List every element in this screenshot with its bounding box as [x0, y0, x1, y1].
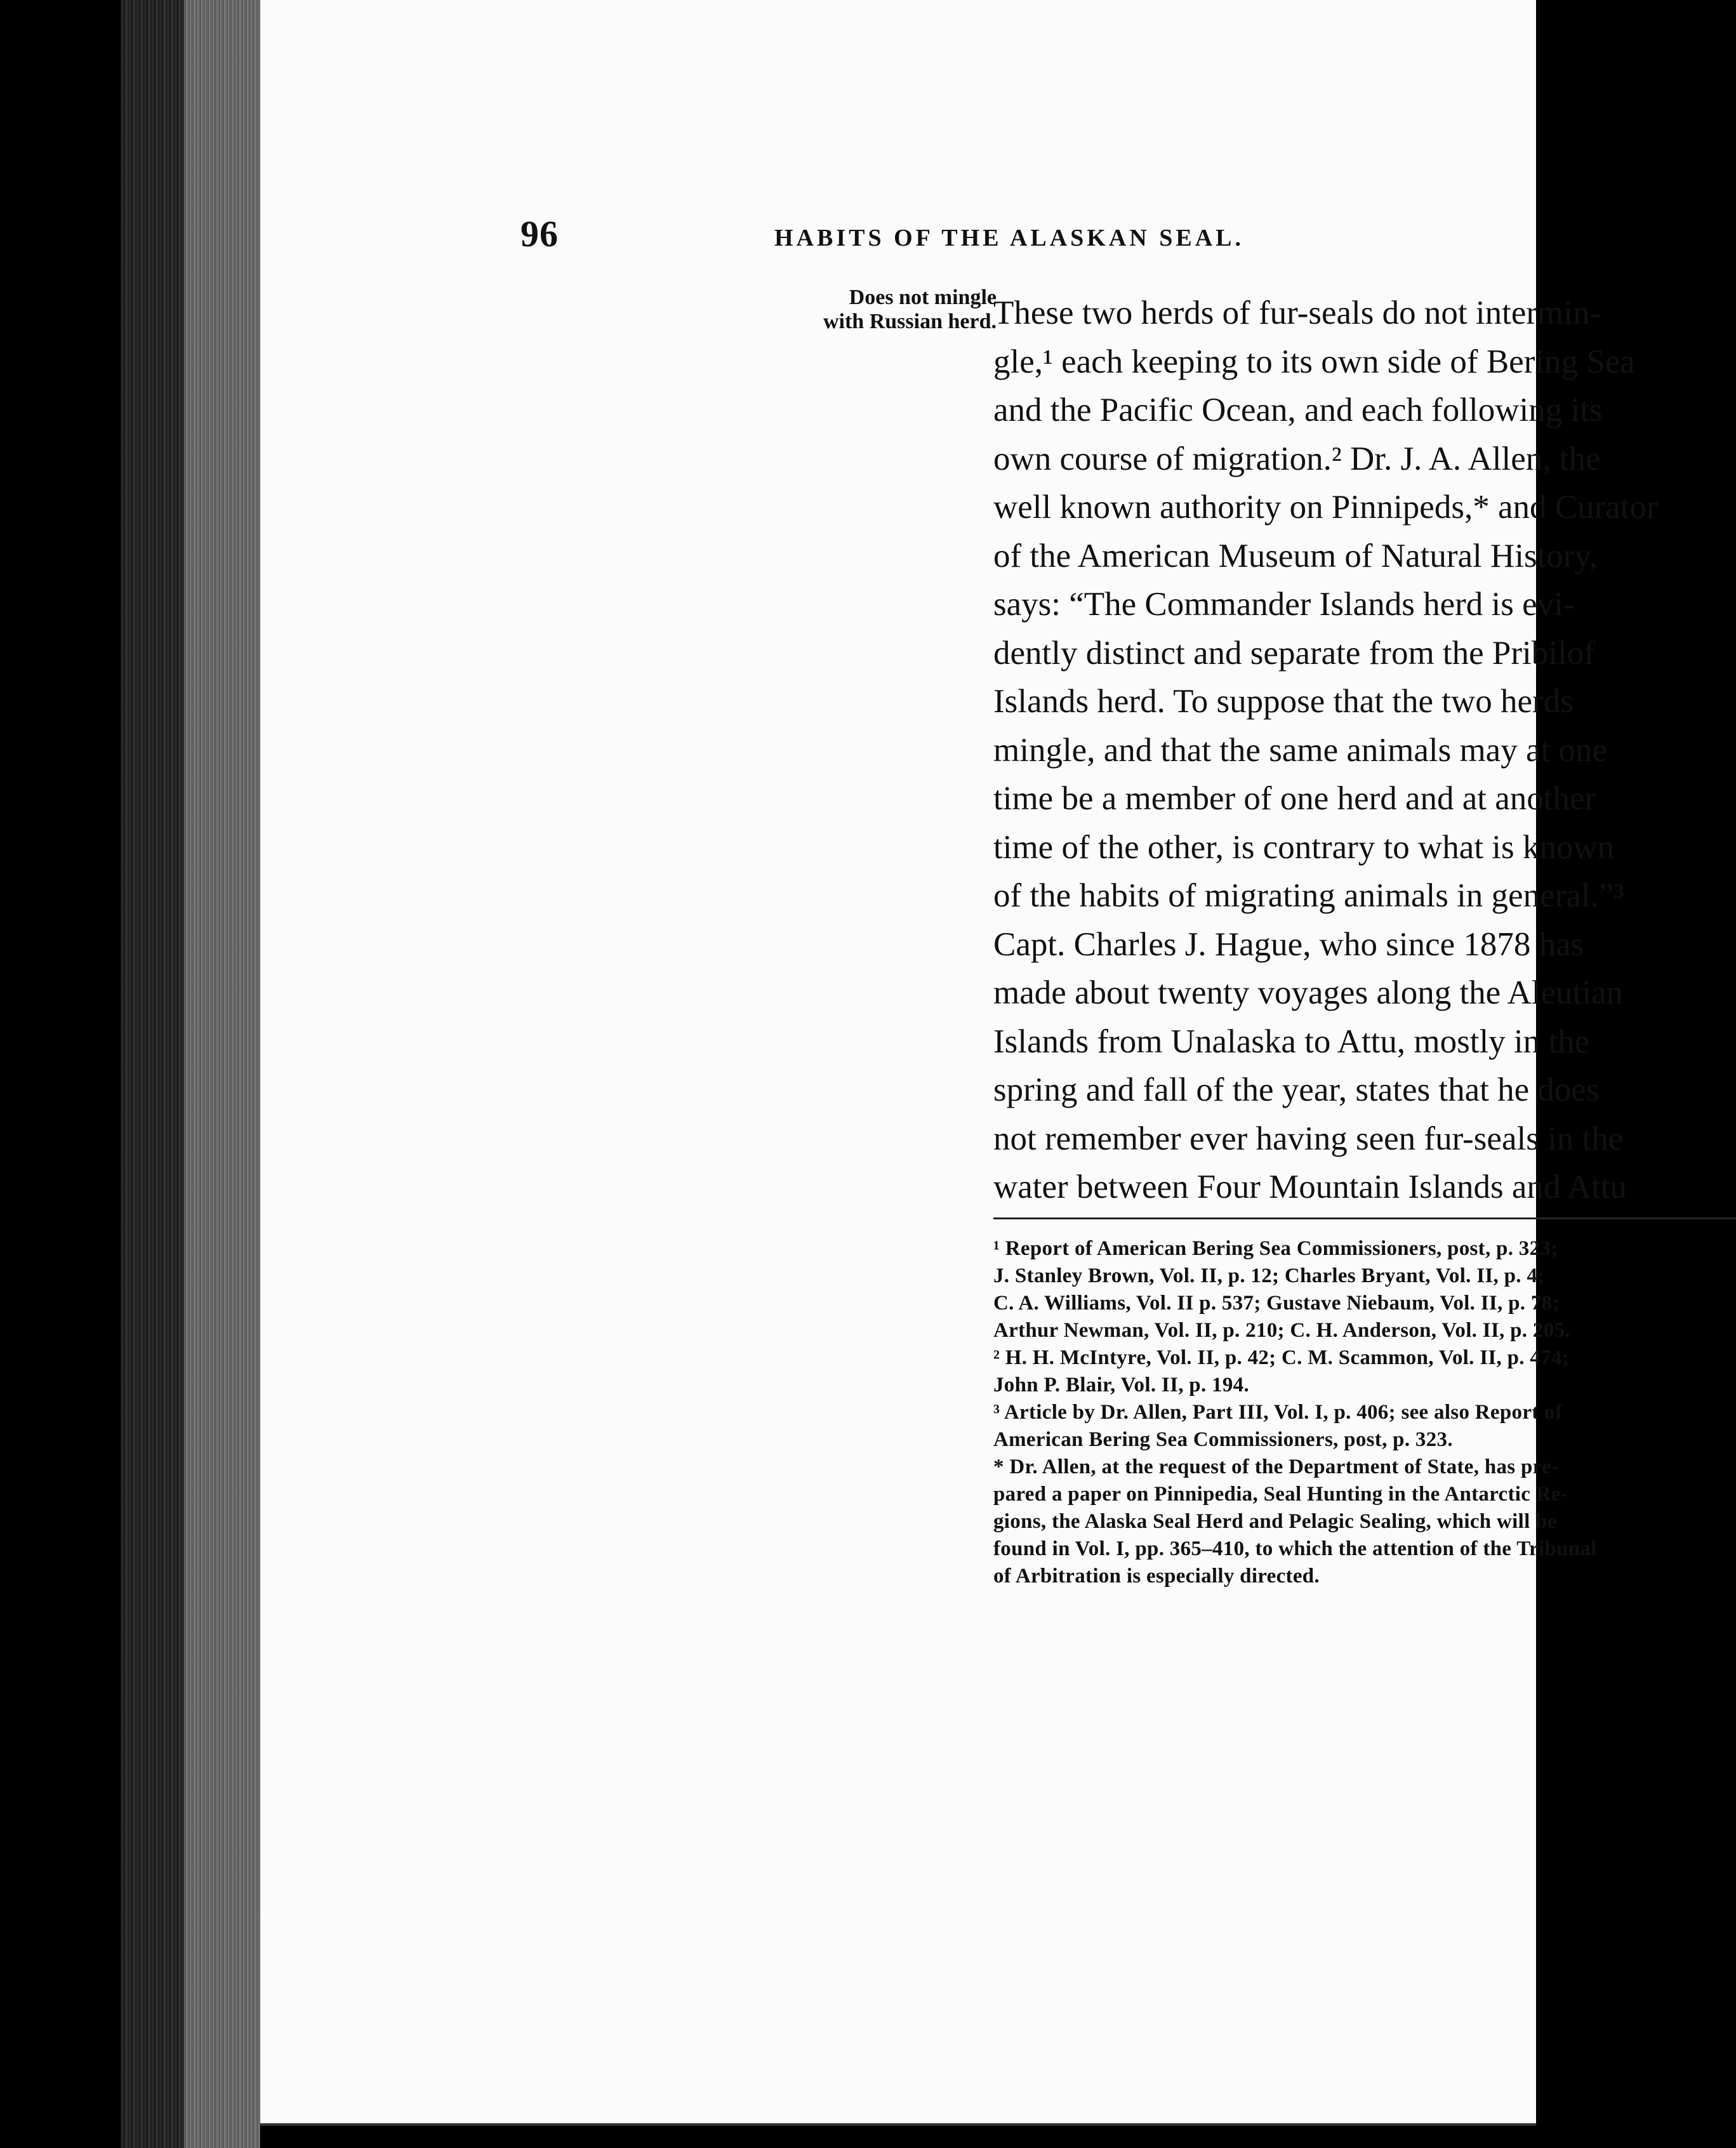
- footnote-line: ² H. H. McIntyre, Vol. II, p. 42; C. M. Scammon, Vol. II, p. 474;: [993, 1346, 1570, 1369]
- body-line: of the habits of migrating animals in general.”³: [993, 877, 1624, 914]
- body-line: own course of migration.² Dr. J. A. Allen, the: [993, 440, 1601, 477]
- footnote-divider: [993, 1217, 1736, 1219]
- footnote-line: gions, the Alaska Seal Herd and Pelagic Sealing, which will be: [993, 1510, 1557, 1533]
- body-line: Islands from Unalaska to Attu, mostly in the: [993, 1023, 1590, 1060]
- footnote-line: American Bering Sea Commissioners, post, p. 323.: [993, 1428, 1453, 1451]
- margin-note-line: with Russian herd.: [823, 310, 997, 333]
- body-line: of the American Museum of Natural History,: [993, 537, 1598, 574]
- body-line: spring and fall of the year, states that he does: [993, 1071, 1600, 1108]
- body-line: gle,¹ each keeping to its own side of Bering Sea: [993, 343, 1635, 380]
- footnote-line: John P. Blair, Vol. II, p. 194.: [993, 1374, 1250, 1396]
- body-line: water between Four Mountain Islands and Attu: [993, 1169, 1627, 1205]
- footnote-line: * Dr. Allen, at the request of the Department of State, has pre-: [993, 1455, 1559, 1478]
- margin-note: [501, 286, 997, 334]
- footnote-line: Arthur Newman, Vol. II, p. 210; C. H. Anderson, Vol. II, p. 205.: [993, 1319, 1570, 1342]
- footnote-line: C. A. Williams, Vol. II p. 537; Gustave Niebaum, Vol. II, p. 78;: [993, 1292, 1560, 1315]
- body-line: Capt. Charles J. Hague, who since 1878 has: [993, 925, 1584, 963]
- page-header: [260, 213, 1536, 263]
- body-line: These two herds of fur-seals do not intermin-: [993, 295, 1601, 331]
- page-number: 96: [520, 213, 559, 255]
- body-line: Islands herd. To suppose that the two herds: [993, 683, 1574, 720]
- body-text: [993, 289, 1736, 1212]
- body-line: mingle, and that the same animals may at one: [993, 731, 1607, 769]
- footnote-line: ¹ Report of American Bering Sea Commissioners, post, p. 323;: [993, 1237, 1558, 1260]
- body-line: says: “The Commander Islands herd is evi-: [993, 586, 1575, 623]
- book-page: [260, 0, 1658, 2126]
- footnote-line: found in Vol. I, pp. 365–410, to which the attention of the Tribunal: [993, 1537, 1597, 1560]
- margin-note-line: Does not mingle: [849, 286, 997, 309]
- body-line: well known authority on Pinnipeds,* and Curator: [993, 489, 1658, 526]
- body-line: and the Pacific Ocean, and each following its: [993, 392, 1603, 428]
- footnotes: [993, 1235, 1736, 1590]
- body-line: dently distinct and separate from the Pribilof: [993, 634, 1595, 672]
- footnote-line: pared a paper on Pinnipedia, Seal Hunting in the Antarctic Re-: [993, 1483, 1568, 1506]
- body-line: made about twenty voyages along the Aleutian: [993, 974, 1624, 1011]
- footnote-line: of Arbitration is especially directed.: [993, 1565, 1320, 1588]
- body-line: time of the other, is contrary to what is known: [993, 828, 1615, 866]
- body-line: not remember ever having seen fur-seals in the: [993, 1120, 1624, 1157]
- running-title: HABITS OF THE ALASKAN SEAL.: [774, 225, 1245, 251]
- footnote-line: J. Stanley Brown, Vol. II, p. 12; Charles Bryant, Vol. II, p. 4;: [993, 1264, 1545, 1287]
- body-line: time be a member of one herd and at another: [993, 780, 1596, 817]
- page-edges: [184, 0, 260, 2148]
- footnote-line: ³ Article by Dr. Allen, Part III, Vol. I, p. 406; see also Report of: [993, 1401, 1563, 1424]
